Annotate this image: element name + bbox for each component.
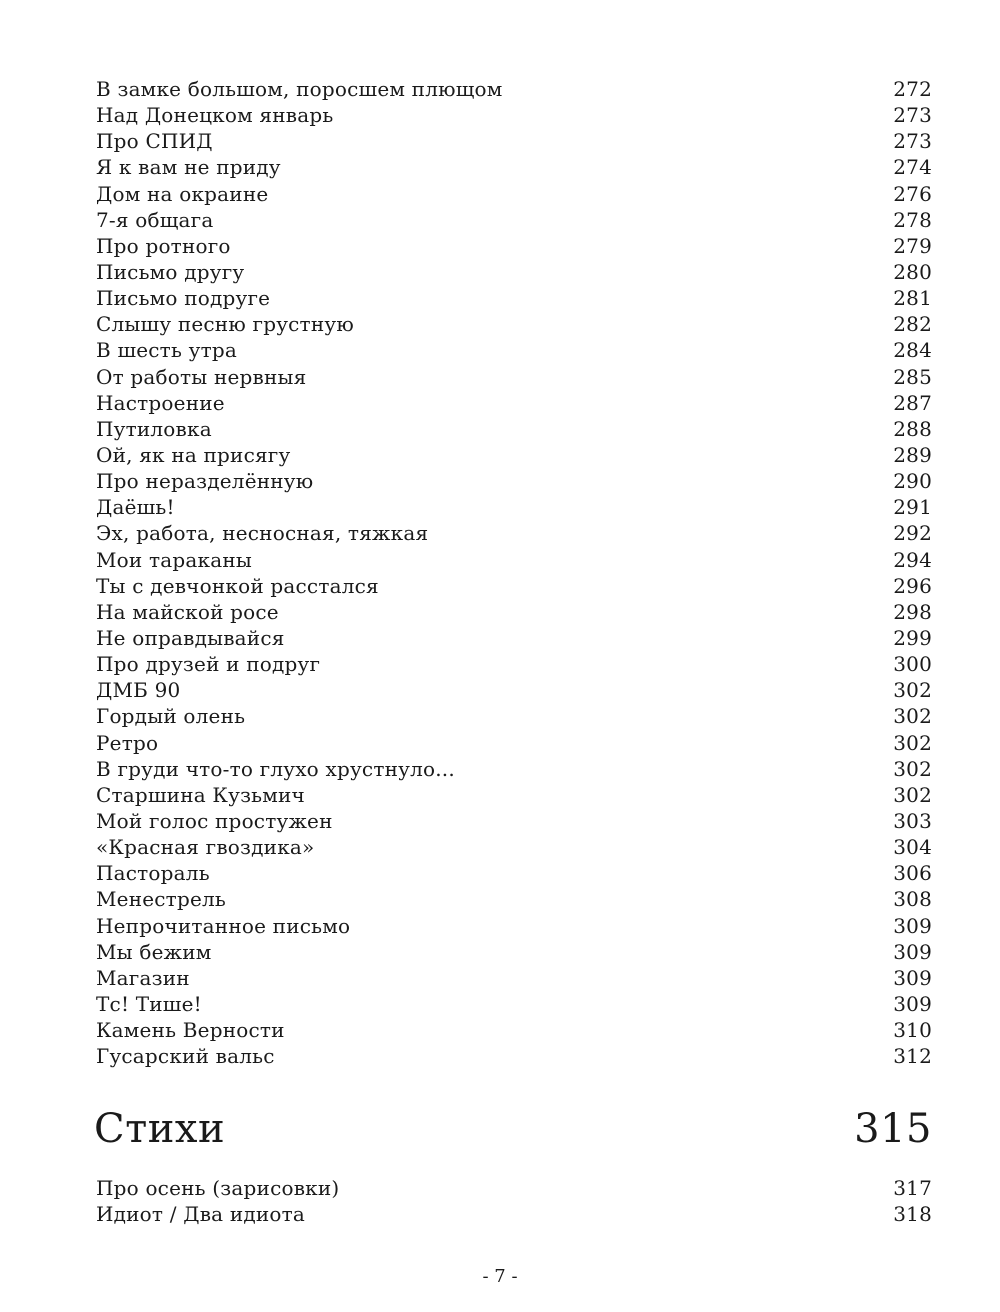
toc-entry — [96, 181, 932, 207]
toc-entry — [96, 259, 932, 285]
toc-entry-page: 308 — [893, 887, 932, 912]
toc-entry — [96, 625, 932, 651]
toc-entry-title: В шесть утра — [96, 338, 237, 363]
toc-entry-page: 287 — [893, 390, 932, 415]
toc-entry-title: Не оправдывайся — [96, 625, 285, 650]
toc-entry-page: 272 — [893, 77, 932, 101]
toc-entry-page: 299 — [893, 625, 932, 650]
toc-entry-page: 300 — [893, 652, 932, 677]
toc-entry — [96, 207, 932, 233]
toc-entry-page: 303 — [893, 808, 932, 833]
toc-entry — [96, 285, 932, 311]
toc-entry-title: В груди что-то глухо хрустнуло... — [96, 756, 455, 781]
toc-entry-title: Магазин — [96, 965, 190, 990]
toc-entry-title: Мы бежим — [96, 939, 212, 964]
toc-entry-page: 288 — [893, 416, 932, 441]
toc-entry — [96, 416, 932, 442]
toc-entry-title: Про осень (зарисовки) — [96, 1176, 340, 1200]
toc-entry — [96, 1017, 932, 1043]
toc-entry — [96, 756, 932, 782]
toc-entry-page: 318 — [893, 1202, 932, 1227]
toc-entry-page: 309 — [893, 939, 932, 964]
toc-entry-page: 309 — [893, 991, 932, 1016]
toc-entry — [96, 965, 932, 991]
toc-entry-title: От работы нервныя — [96, 364, 307, 389]
toc-entry-page: 279 — [893, 233, 932, 258]
section-page: 315 — [854, 1106, 932, 1152]
toc-entry — [96, 311, 932, 337]
toc-entry-page: 285 — [893, 364, 932, 389]
toc-entry-page: 273 — [893, 103, 932, 128]
toc-entry — [96, 886, 932, 912]
toc-entry-page: 290 — [893, 469, 932, 494]
toc-entry — [96, 364, 932, 390]
toc-entry-title: Мои тараканы — [96, 547, 252, 572]
toc-entry — [96, 808, 932, 834]
toc-entry — [96, 76, 932, 102]
toc-entry-page: 312 — [893, 1044, 932, 1069]
toc-entry — [96, 939, 932, 965]
toc-entry — [96, 128, 932, 154]
toc-entry-page: 291 — [893, 495, 932, 520]
toc-entry-title: Ретро — [96, 730, 159, 755]
toc-entry-title: Тс! Тише! — [96, 991, 202, 1016]
toc-entry-page: 302 — [893, 730, 932, 755]
toc-entry-title: Даёшь! — [96, 495, 175, 520]
toc-entry — [96, 651, 932, 677]
page-number: - 7 - — [482, 1266, 518, 1287]
toc-entry-page: 306 — [893, 861, 932, 886]
toc-entry-page: 309 — [893, 913, 932, 938]
toc-entry — [96, 154, 932, 180]
toc-entry-title: Старшина Кузьмич — [96, 782, 305, 807]
toc-entry-title: Путиловка — [96, 416, 212, 441]
toc-entry-title: 7-я общага — [96, 207, 214, 232]
toc-entry-title: Про СПИД — [96, 129, 213, 154]
toc-entry-title: ДМБ 90 — [96, 678, 181, 703]
toc-entry — [96, 677, 932, 703]
toc-entry-title: Менестрель — [96, 887, 226, 912]
toc-entry-title: Дом на окраине — [96, 181, 269, 206]
toc-entry-title: Пастораль — [96, 861, 210, 886]
toc-entry-title: Камень Верности — [96, 1018, 285, 1043]
toc-entry-page: 302 — [893, 782, 932, 807]
toc-entry-page: 278 — [893, 207, 932, 232]
toc-entry-page: 273 — [893, 129, 932, 154]
toc-entry — [96, 782, 932, 808]
toc-entry-page: 289 — [893, 442, 932, 467]
toc-entry-title: Непрочитанное письмо — [96, 913, 351, 938]
toc-entry — [96, 1043, 932, 1069]
toc-entry-title: Письмо подруге — [96, 286, 271, 311]
toc-entry — [96, 599, 932, 625]
toc-entry-page: 276 — [893, 181, 932, 206]
toc-entry-title: Эх, работа, несносная, тяжкая — [96, 521, 429, 546]
toc-entry-title: Ты с девчонкой расстался — [96, 573, 379, 598]
toc-entry — [96, 730, 932, 756]
toc-entry-page: 294 — [893, 547, 932, 572]
toc-entry — [96, 1175, 932, 1201]
toc-entry-page: 282 — [893, 312, 932, 337]
toc-entry-title: Про друзей и подруг — [96, 652, 321, 677]
toc-entry-page: 274 — [893, 155, 932, 180]
toc-entry-title: В замке большом, поросшем плющом — [96, 77, 503, 101]
toc-entry-title: Письмо другу — [96, 259, 245, 284]
toc-entry-page: 298 — [893, 599, 932, 624]
toc-entry — [96, 390, 932, 416]
toc-entry-title: Над Донецком январь — [96, 103, 334, 128]
toc-entry — [96, 1201, 932, 1227]
toc-entry — [96, 991, 932, 1017]
section-title: Стихи — [94, 1106, 226, 1152]
toc-entry-page: 292 — [893, 521, 932, 546]
toc-entry-title: Мой голос простужен — [96, 808, 333, 833]
section-heading — [94, 1102, 932, 1156]
toc-entry-title: На майской росе — [96, 599, 279, 624]
toc-entry-page: 281 — [893, 286, 932, 311]
toc-entry-page: 317 — [893, 1176, 932, 1200]
toc-entry-page: 280 — [893, 259, 932, 284]
toc-entry-title: Идиот / Два идиота — [96, 1202, 306, 1227]
toc-entry — [96, 337, 932, 363]
toc-entry-title: «Красная гвоздика» — [96, 835, 315, 860]
toc-entry — [96, 703, 932, 729]
toc-entry — [96, 913, 932, 939]
toc-entry — [96, 573, 932, 599]
toc-entry-page: 302 — [893, 756, 932, 781]
toc-entry-page: 309 — [893, 965, 932, 990]
toc-entry-page: 310 — [893, 1018, 932, 1043]
toc-entry-title: Слышу песню грустную — [96, 312, 354, 337]
toc-entry-title: Гусарский вальс — [96, 1044, 275, 1069]
toc-entry-title: Гордый олень — [96, 704, 246, 729]
toc-entry-page: 302 — [893, 678, 932, 703]
toc-entry — [96, 494, 932, 520]
toc-entry-page: 296 — [893, 573, 932, 598]
toc-entry-title: Я к вам не приду — [96, 155, 281, 180]
toc-entry-title: Ой, як на присягу — [96, 442, 291, 467]
toc-entry — [96, 102, 932, 128]
toc-entry-page: 304 — [893, 835, 932, 860]
toc-entry-title: Настроение — [96, 390, 225, 415]
toc-list — [96, 76, 932, 1069]
toc-entry-page: 284 — [893, 338, 932, 363]
toc-entry-title: Про ротного — [96, 233, 231, 258]
toc-entry — [96, 834, 932, 860]
toc-entry — [96, 442, 932, 468]
toc-entry — [96, 860, 932, 886]
toc-entry — [96, 547, 932, 573]
toc-entry-title: Про неразделённую — [96, 469, 314, 494]
toc-entry — [96, 233, 932, 259]
toc-entry — [96, 520, 932, 546]
toc-entry — [96, 468, 932, 494]
section-toc-list — [96, 1175, 932, 1227]
toc-entry-page: 302 — [893, 704, 932, 729]
